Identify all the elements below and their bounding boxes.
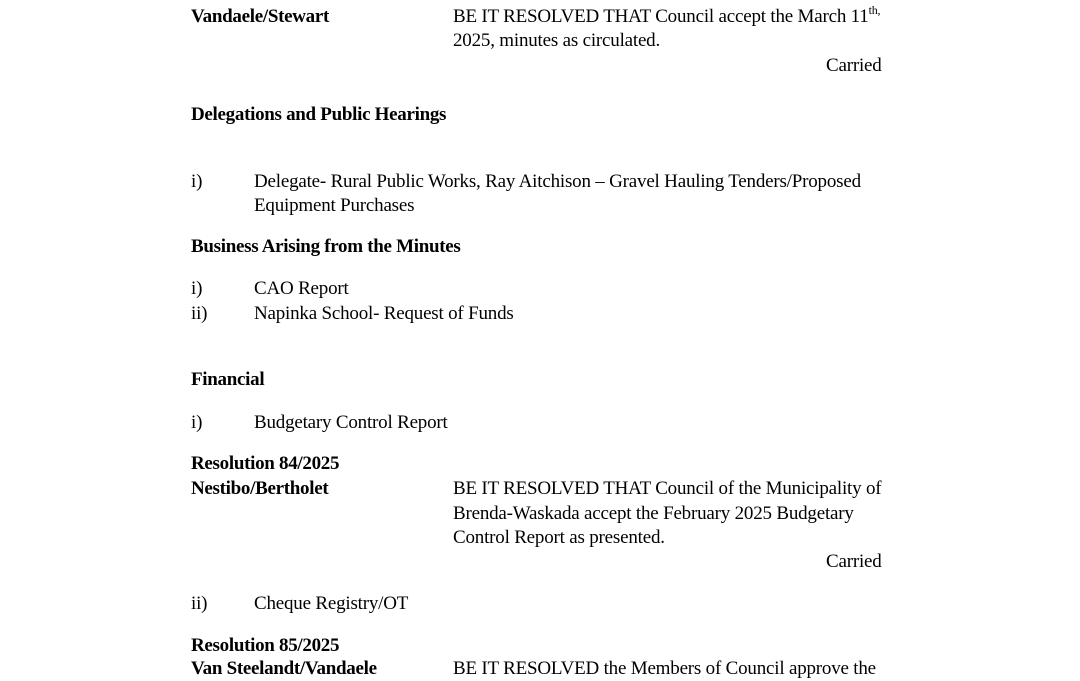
section-heading-delegations: Delegations and Public Hearings xyxy=(191,104,447,125)
list-marker: ii) xyxy=(191,593,208,614)
resolution-status: Carried xyxy=(826,551,882,572)
resolution-movers: Nestibo/Bertholet xyxy=(191,478,329,499)
resolution-text-line: BE IT RESOLVED THAT Council of the Municipality of xyxy=(453,478,882,499)
resolution-movers: Van Steelandt/Vandaele xyxy=(191,658,377,679)
list-marker: i) xyxy=(191,278,203,299)
resolution-text-line: Brenda-Waskada accept the February 2025 Budgetary xyxy=(453,503,854,524)
resolution-text-main: BE IT RESOLVED THAT Council accept the March 11 xyxy=(453,6,869,27)
list-item: Budgetary Control Report xyxy=(254,412,448,433)
section-heading-financial: Financial xyxy=(191,369,265,390)
list-item: Cheque Registry/OT xyxy=(254,593,409,614)
ordinal-suffix: th, xyxy=(868,3,881,17)
resolution-text-line: Control Report as presented. xyxy=(453,527,665,548)
list-item: CAO Report xyxy=(254,278,349,299)
resolution-status: Carried xyxy=(826,55,882,76)
resolution-text-line: BE IT RESOLVED the Members of Council approve the xyxy=(453,658,876,679)
resolution-text-line: 2025, minutes as circulated. xyxy=(453,30,661,51)
list-item: Napinka School- Request of Funds xyxy=(254,303,514,324)
list-marker: i) xyxy=(191,412,203,433)
resolution-movers: Vandaele/Stewart xyxy=(191,6,330,27)
list-marker: ii) xyxy=(191,303,208,324)
delegation-item-line: Equipment Purchases xyxy=(254,195,415,216)
section-heading-business-arising: Business Arising from the Minutes xyxy=(191,236,461,257)
list-marker: i) xyxy=(191,171,203,192)
resolution-title: Resolution 84/2025 xyxy=(191,453,340,474)
resolution-text-line xyxy=(453,5,880,29)
delegation-item-line: Delegate- Rural Public Works, Ray Aitchison – Gravel Hauling Tenders/Proposed xyxy=(254,171,861,192)
resolution-title: Resolution 85/2025 xyxy=(191,635,340,656)
